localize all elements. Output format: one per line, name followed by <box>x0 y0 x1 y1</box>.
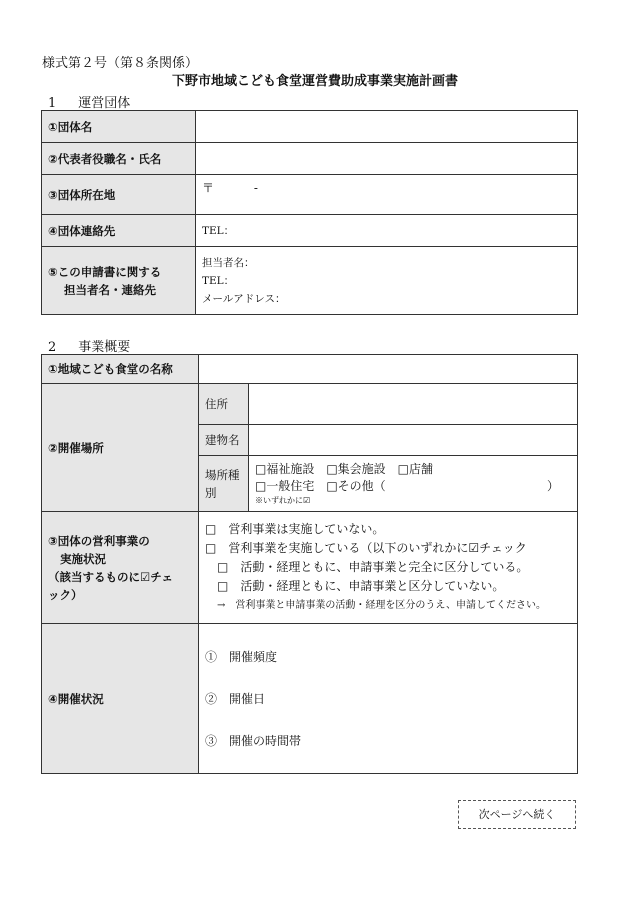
event-status-label: ④開催状況 <box>42 624 199 774</box>
profit-label-line4: ック） <box>48 587 83 602</box>
venue-type-label <box>199 456 249 512</box>
person-name-label: 担当者名： <box>202 256 255 269</box>
person-mail-label: メールアドレス： <box>202 292 286 305</box>
section2-title: 事業概要 <box>78 340 131 355</box>
venue-type-options-text: □一般住宅 □その他（ <box>255 478 386 493</box>
venue-building-label: 建物名 <box>199 425 249 456</box>
org-name-field[interactable] <box>196 111 578 143</box>
contact-tel-label: TEL： <box>202 225 235 237</box>
org-name-label: ①団体名 <box>42 111 196 143</box>
venue-type-line2: 別 <box>205 485 217 500</box>
section2-number: 2 <box>48 340 57 355</box>
event-status-field[interactable] <box>199 624 578 774</box>
profit-option-separated[interactable]: □ 活動・経理ともに、申請事業と完全に区分している。 <box>217 560 529 574</box>
event-day-label: ② 開催日 <box>205 691 266 706</box>
contact-label: ④団体連絡先 <box>42 215 196 247</box>
venue-address-label: 住所 <box>199 384 249 425</box>
person-tel-label: TEL： <box>202 274 235 287</box>
venue-label: ②開催場所 <box>42 384 199 512</box>
venue-type-field[interactable] <box>249 456 578 512</box>
postal-dash: - <box>253 181 258 195</box>
profit-label-line1: ③団体の営利事業の <box>48 533 150 548</box>
section2-table <box>41 354 578 774</box>
profit-status-field[interactable] <box>199 512 578 624</box>
person-in-charge-field[interactable] <box>196 247 578 315</box>
section1-table <box>41 110 578 315</box>
venue-type-options-line2[interactable] <box>255 478 571 495</box>
profit-option-none[interactable]: □ 営利事業は実施していない。 <box>205 522 385 536</box>
profit-label-line3: （該当するものに☑チェ <box>48 569 173 584</box>
address-field[interactable] <box>196 175 578 215</box>
section2-heading <box>48 336 130 355</box>
continue-next-page: 次ページへ続く <box>458 800 576 829</box>
form-number: 様式第２号（第８条関係） <box>42 56 199 71</box>
document-title: 下野市地域こども食堂運営費助成事業実施計画書 <box>171 74 458 89</box>
cafeteria-name-label: ①地域こども食堂の名称 <box>42 355 199 384</box>
person-in-charge-label <box>42 247 196 315</box>
profit-option-yes[interactable]: □ 営利事業を実施している（以下のいずれかに☑チェック <box>205 541 527 555</box>
cafeteria-name-field[interactable] <box>199 355 578 384</box>
venue-building-field[interactable] <box>249 425 578 456</box>
person-label-line1: ⑤この申請書に関する <box>48 264 162 279</box>
venue-address-field[interactable] <box>249 384 578 425</box>
address-label: ③団体所在地 <box>42 175 196 215</box>
venue-type-note: ※いずれかに☑ <box>255 495 311 505</box>
representative-label: ②代表者役職名・氏名 <box>42 143 196 175</box>
event-frequency-label: ① 開催頻度 <box>205 649 278 664</box>
person-label-line2: 担当者名・連絡先 <box>64 282 156 297</box>
profit-label-line2: 実施状況 <box>60 551 106 566</box>
postal-mark: 〒 <box>202 181 215 195</box>
section1-number: 1 <box>48 96 57 111</box>
venue-type-line1: 場所種 <box>205 467 240 482</box>
profit-option-not-separated[interactable]: □ 活動・経理ともに、申請事業と区分していない。 <box>217 579 505 593</box>
venue-type-close: ） <box>547 478 560 493</box>
representative-field[interactable] <box>196 143 578 175</box>
event-time-label: ③ 開催の時間帯 <box>205 733 302 748</box>
section1-heading <box>48 92 130 111</box>
profit-status-label <box>42 512 199 624</box>
profit-note: → 営利事業と申請事業の活動・経理を区分のうえ、申請してください。 <box>217 600 546 611</box>
contact-field[interactable] <box>196 215 578 247</box>
section1-title: 運営団体 <box>78 96 131 111</box>
venue-type-options-line1[interactable]: □福祉施設 □集会施設 □店舗 <box>255 461 434 476</box>
